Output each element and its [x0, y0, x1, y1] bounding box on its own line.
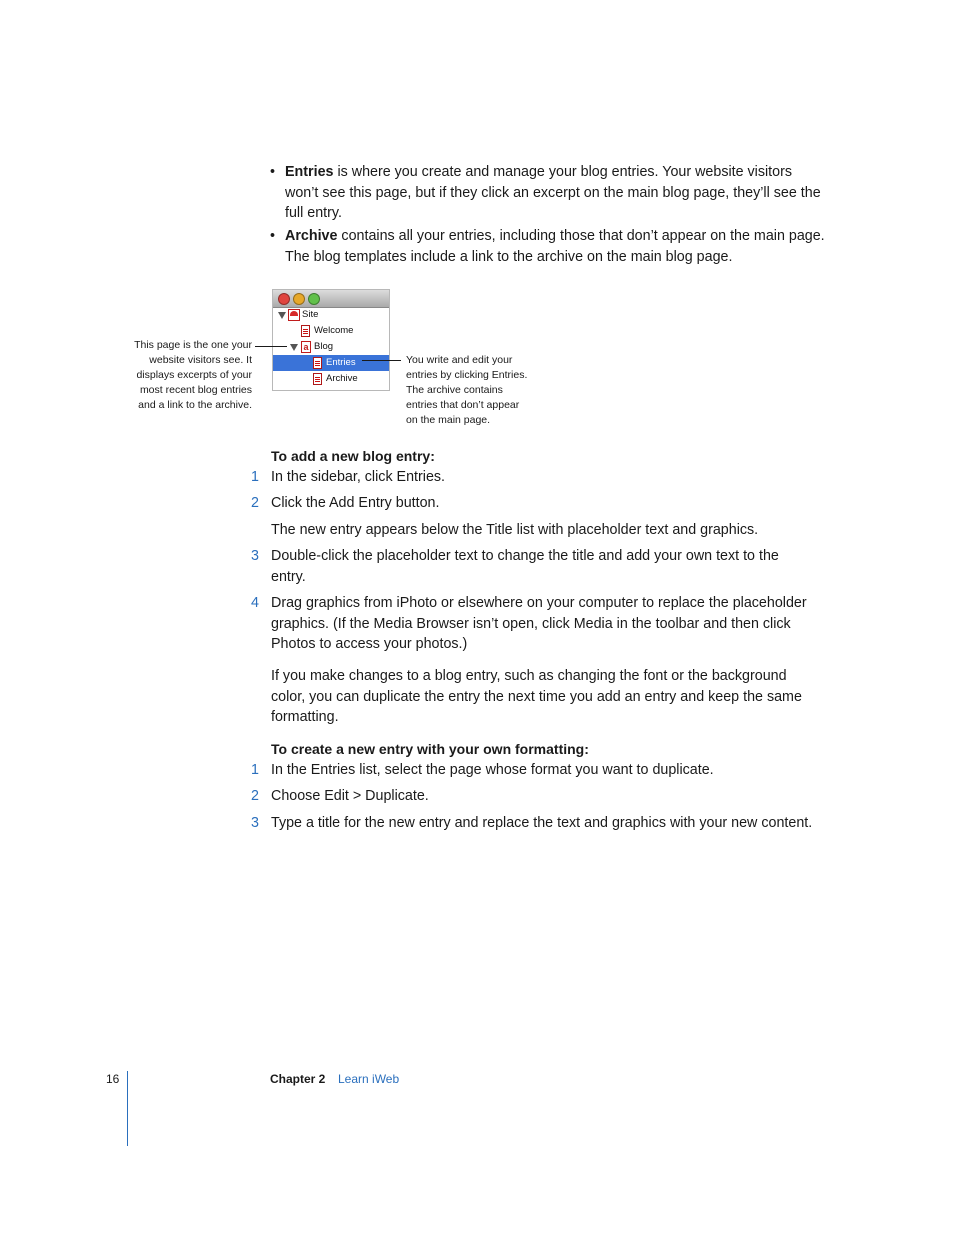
page-icon: [313, 373, 322, 385]
step-text: Drag graphics from iPhoto or elsewhere on your computer to replace the placeholder graphics. (If the Media Browser isn’t open, click Media in the toolbar and then click Photos to access your photos.): [271, 595, 807, 652]
tree-item-blog: [273, 339, 389, 355]
page-number: 16: [106, 1072, 120, 1086]
bullet-description: contains all your entries, including those that don’t appear on the main page. The blog templates include a link to the archive on the main blog page.: [285, 228, 825, 265]
callout-line: most recent blog entries: [139, 384, 252, 396]
callout-line: on the main page.: [406, 414, 491, 426]
bullet-term: Entries: [285, 164, 334, 180]
step-number: 3: [251, 815, 259, 831]
tree-item-archive: [273, 371, 389, 387]
step-text: Double-click the placeholder text to change the title and add your own text to the entry.: [271, 548, 779, 585]
bullet-symbol: •: [270, 164, 276, 180]
step-text: In the Entries list, select the page whose format you want to duplicate.: [271, 762, 714, 778]
tree-label: Blog: [314, 341, 334, 352]
section-heading-add-entry: To add a new blog entry:: [271, 448, 435, 464]
minimize-light-icon: [293, 293, 305, 305]
disclosure-triangle-icon: [290, 344, 298, 351]
step-number: 2: [251, 495, 259, 511]
page-icon: [301, 325, 310, 337]
tree-label: Archive: [326, 373, 358, 384]
step-number: 4: [251, 595, 259, 611]
callout-line: website visitors see. It: [149, 354, 252, 366]
step-number: 3: [251, 548, 259, 564]
site-icon: [288, 309, 300, 321]
bullet-description: is where you create and manage your blog entries. Your website visitors won’t see this page, but if they click an excerpt on the main blog page, they’ll see the full entry.: [285, 164, 821, 221]
callout-line: entries that don’t appear: [406, 399, 520, 411]
bullet-text: [285, 162, 825, 224]
callout-left: [92, 338, 252, 413]
step-text: In the sidebar, click Entries.: [271, 469, 446, 485]
callout-line: The archive contains: [406, 384, 503, 396]
tree-item-site: [273, 307, 389, 323]
sidebar-screenshot: [272, 289, 390, 391]
bullet-text: [285, 226, 825, 267]
blog-icon: a: [301, 341, 311, 353]
tree-label: Welcome: [314, 325, 354, 336]
tree-label: Site: [302, 309, 319, 320]
bullet-item-entries: [270, 162, 830, 224]
step-text: Type a title for the new entry and replace the text and graphics with your new content.: [271, 815, 813, 831]
step-text: The new entry appears below the Title list with placeholder text and graphics.: [271, 522, 759, 538]
tree-label: Entries: [326, 357, 356, 368]
footer-chapter: Chapter 2: [270, 1072, 326, 1086]
callout-line: displays excerpts of your: [136, 369, 252, 381]
step-number: 2: [251, 788, 259, 804]
zoom-light-icon: [308, 293, 320, 305]
step-text: Click the Add Entry button.: [271, 495, 440, 511]
footer-chapter-title: Learn iWeb: [338, 1072, 400, 1086]
callout-line: entries by clicking Entries.: [406, 369, 528, 381]
bullet-symbol: •: [270, 228, 276, 244]
callout-line: and a link to the archive.: [138, 399, 252, 411]
step-text: Choose Edit > Duplicate.: [271, 788, 429, 804]
step-number: 1: [251, 762, 259, 778]
footer-rule: [127, 1071, 128, 1146]
tree-item-welcome: [273, 323, 389, 339]
callout-line: You write and edit your: [406, 354, 513, 366]
section-heading-duplicate-entry: To create a new entry with your own formatting:: [271, 741, 589, 757]
callout-right: [406, 353, 576, 428]
callout-line: This page is the one your: [134, 339, 252, 351]
close-light-icon: [278, 293, 290, 305]
window-titlebar: [273, 290, 389, 308]
callout-leader-right: [362, 360, 401, 361]
page-icon: [313, 357, 322, 369]
note-paragraph: If you make changes to a blog entry, such as changing the font or the background color, you can duplicate the entry the next time you add an entry and keep the same formatting.: [271, 668, 802, 725]
callout-leader-left: [255, 346, 287, 347]
step-number: 1: [251, 469, 259, 485]
disclosure-triangle-icon: [278, 312, 286, 319]
tree-item-entries: [273, 355, 389, 371]
bullet-item-archive: [270, 226, 830, 268]
bullet-term: Archive: [285, 228, 338, 244]
